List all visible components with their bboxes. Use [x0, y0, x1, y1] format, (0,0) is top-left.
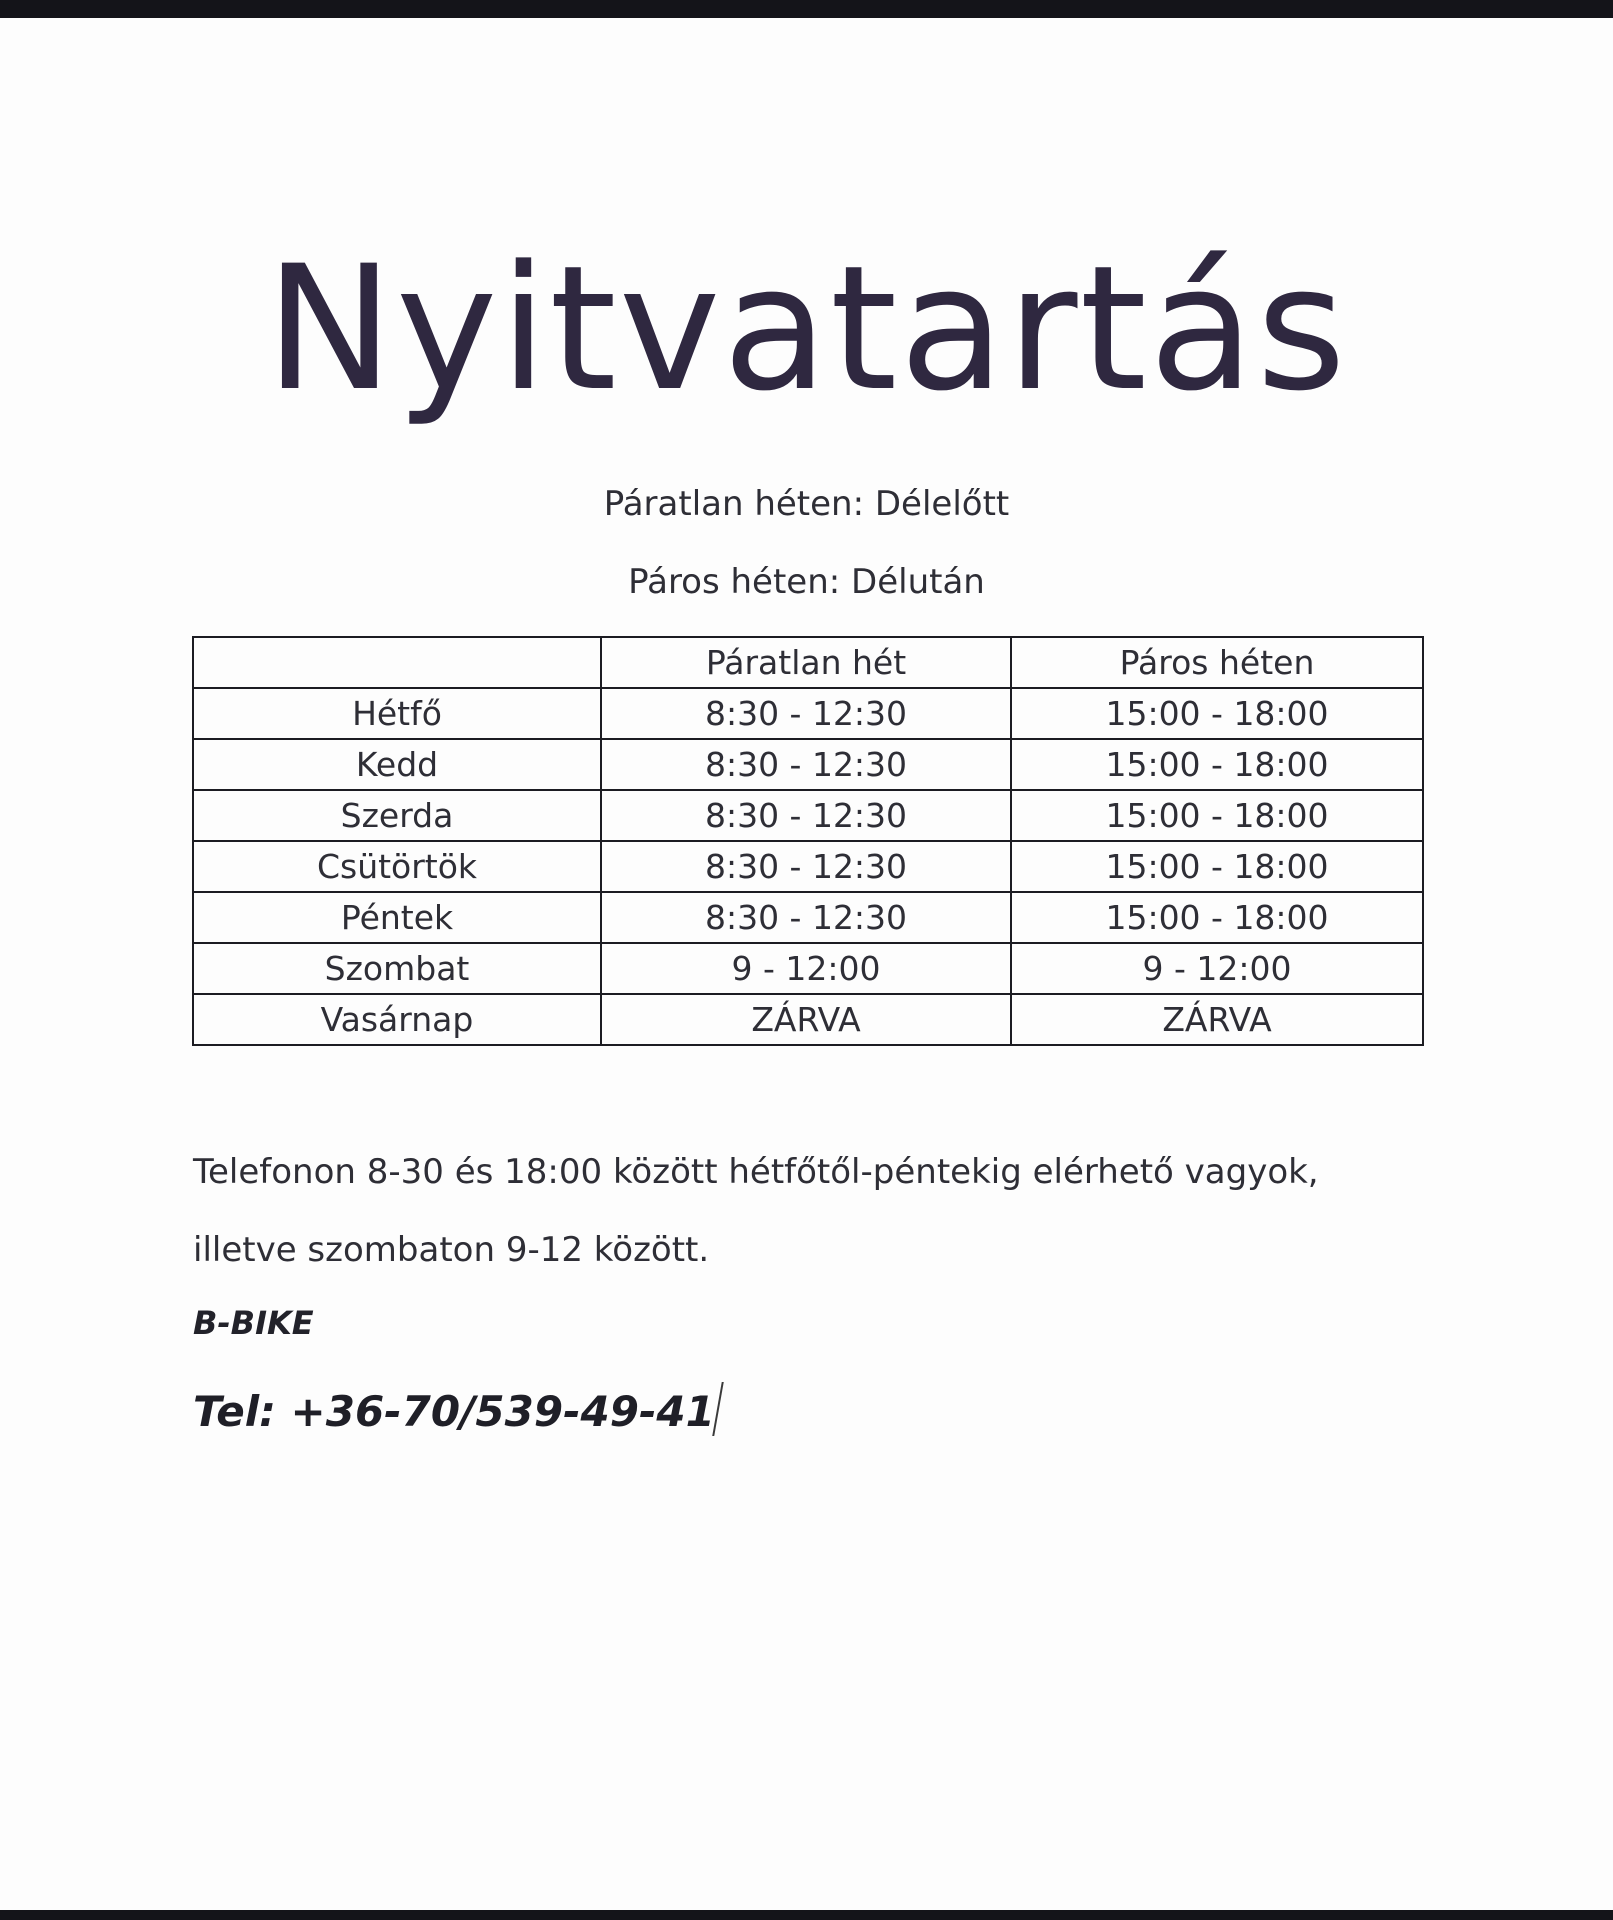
- table-row: [193, 943, 1423, 994]
- even-week-note: Páros héten: Délután: [628, 562, 985, 602]
- even-week-hours: 15:00 - 18:00: [1011, 688, 1423, 739]
- phone-line: [193, 1382, 719, 1436]
- table-row: [193, 841, 1423, 892]
- phone-availability-line-2: illetve szombaton 9-12 között.: [193, 1230, 710, 1270]
- odd-week-hours: 8:30 - 12:30: [601, 739, 1011, 790]
- table-row: [193, 739, 1423, 790]
- even-week-hours: 15:00 - 18:00: [1011, 892, 1423, 943]
- header-cell-even-week: Páros héten: [1011, 637, 1423, 688]
- odd-week-note: Páratlan héten: Délelőtt: [603, 484, 1010, 524]
- odd-week-hours: 8:30 - 12:30: [601, 688, 1011, 739]
- page-title: Nyitvatartás: [265, 228, 1348, 429]
- day-cell: Hétfő: [193, 688, 601, 739]
- odd-week-hours: 8:30 - 12:30: [601, 841, 1011, 892]
- table-row: [193, 790, 1423, 841]
- table-row: [193, 892, 1423, 943]
- header-cell-day: [193, 637, 601, 688]
- even-week-hours: 15:00 - 18:00: [1011, 790, 1423, 841]
- day-cell: Vasárnap: [193, 994, 601, 1045]
- phone-availability-line-1: Telefonon 8-30 és 18:00 között hétfőtől-péntekig elérhető vagyok,: [193, 1152, 1319, 1192]
- day-cell: Szombat: [193, 943, 601, 994]
- opening-hours-table: [192, 636, 1424, 1046]
- brand-name: B-BIKE: [193, 1304, 314, 1342]
- odd-week-hours: 8:30 - 12:30: [601, 892, 1011, 943]
- even-week-hours: 15:00 - 18:00: [1011, 841, 1423, 892]
- odd-week-hours: 9 - 12:00: [601, 943, 1011, 994]
- table-row: [193, 688, 1423, 739]
- even-week-hours: 9 - 12:00: [1011, 943, 1423, 994]
- even-week-hours: 15:00 - 18:00: [1011, 739, 1423, 790]
- table-row: [193, 994, 1423, 1045]
- day-cell: Csütörtök: [193, 841, 601, 892]
- day-cell: Szerda: [193, 790, 601, 841]
- table-header-row: [193, 637, 1423, 688]
- day-cell: Péntek: [193, 892, 601, 943]
- even-week-hours: ZÁRVA: [1011, 994, 1423, 1045]
- header-cell-odd-week: Páratlan hét: [601, 637, 1011, 688]
- day-cell: Kedd: [193, 739, 601, 790]
- odd-week-hours: ZÁRVA: [601, 994, 1011, 1045]
- phone-number: Tel: +36-70/539-49-41: [193, 1387, 715, 1436]
- odd-week-hours: 8:30 - 12:30: [601, 790, 1011, 841]
- document-page: [0, 18, 1613, 1910]
